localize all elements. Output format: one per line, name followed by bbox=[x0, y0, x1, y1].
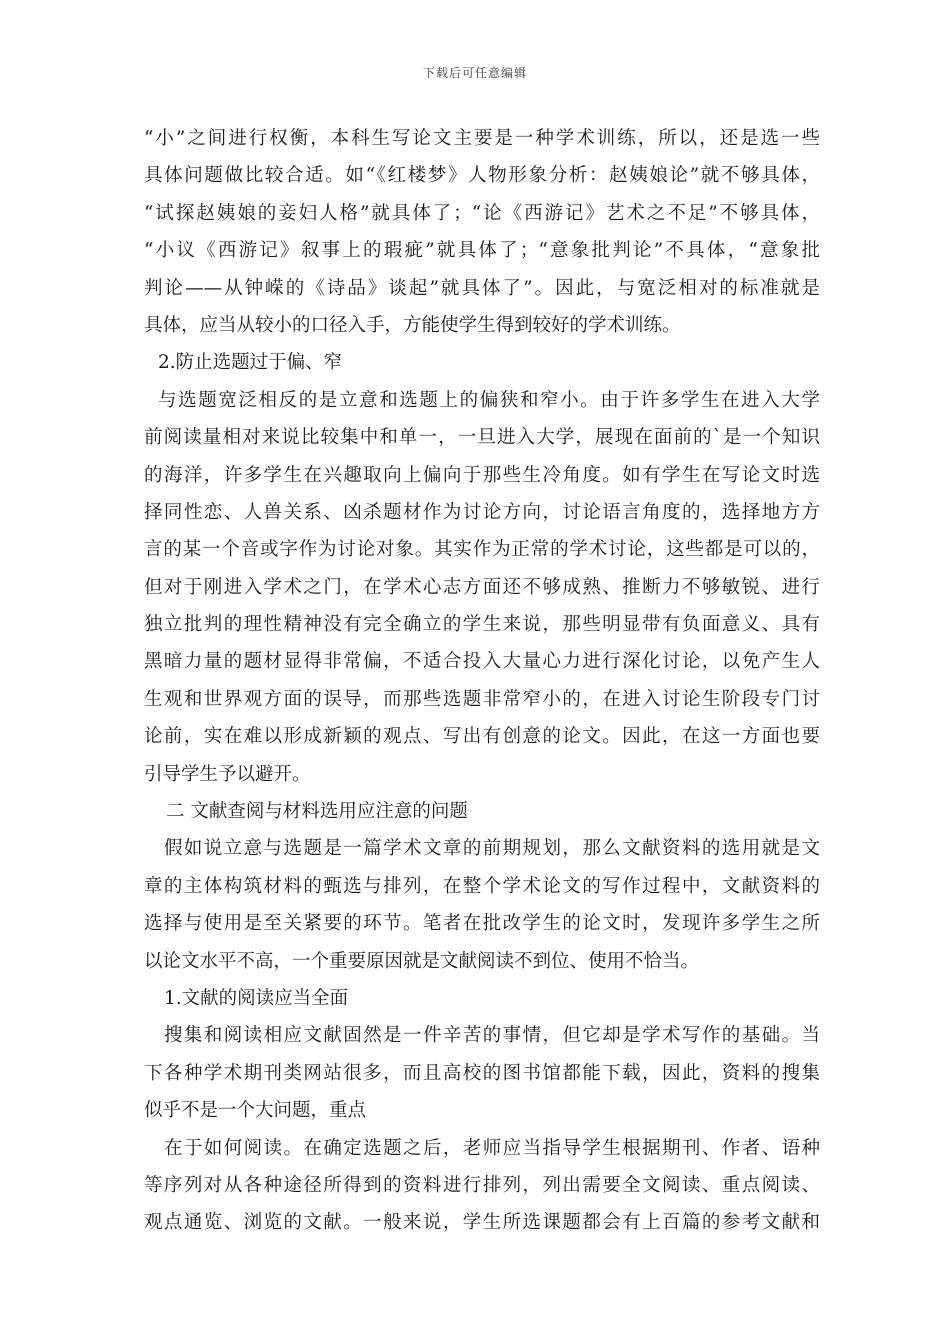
body-line: 下各种学术期刊类网站很多，而且高校的图书馆都能下载，因此，资料的搜集 bbox=[144, 1062, 820, 1084]
body-line: 等序列对从各种途径所得到的资料进行排列，列出需要全文阅读、重点阅读、 bbox=[144, 1174, 820, 1196]
body-line: 生观和世界观方面的误导，而那些选题非常窄小的，在进入讨论生阶段专门讨 bbox=[144, 688, 820, 710]
document-body bbox=[144, 120, 820, 1242]
body-line: “试探赵姨娘的妾妇人格”就具体了；“论《西游记》艺术之不足”不够具体， bbox=[144, 202, 820, 224]
body-line: 具体问题做比较合适。如“《红楼梦》人物形象分析：赵姨娘论”就不够具体， bbox=[144, 165, 820, 187]
body-line: 独立批判的理性精神没有完全确立的学生来说，那些明显带有负面意义、具有 bbox=[144, 614, 820, 636]
body-line: 但对于刚进入学术之门，在学术心志方面还不够成熟、推断力不够敏锐、进行 bbox=[144, 576, 820, 598]
body-line: 与选题宽泛相反的是立意和选题上的偏狭和窄小。由于许多学生在进入大学 bbox=[158, 389, 820, 411]
body-line: 在于如何阅读。在确定选题之后，老师应当指导学生根据期刊、作者、语种 bbox=[164, 1137, 820, 1159]
body-line: 似乎不是一个大问题，重点 bbox=[144, 1100, 367, 1122]
body-line: 黑暗力量的题材显得非常偏，不适合投入大量心力进行深化讨论，以免产生人 bbox=[144, 651, 820, 673]
page-header: 下载后可任意编辑 bbox=[422, 66, 527, 80]
body-line: 搜集和阅读相应文献固然是一件辛苦的事情，但它却是学术写作的基础。当 bbox=[164, 1025, 820, 1047]
body-line: 的海洋，许多学生在兴趣取向上偏向于那些生冷角度。如有学生在写论文时选 bbox=[144, 464, 820, 486]
body-line: 章的主体构筑材料的甄选与排列，在整个学术论文的写作过程中，文献资料的 bbox=[144, 875, 820, 897]
body-line: 前阅读量相对来说比较集中和单一，一旦进入大学，展现在面前的`是一个知识 bbox=[144, 427, 820, 449]
section-heading: 1.文献的阅读应当全面 bbox=[164, 987, 349, 1009]
body-line: 以论文水平不高，一个重要原因就是文献阅读不到位、使用不恰当。 bbox=[144, 950, 700, 972]
body-line: 择同性恋、人兽关系、凶杀题材作为讨论方向，讨论语言角度的，选择地方方 bbox=[144, 501, 820, 523]
body-line: 论前，实在难以形成新颖的观点、写出有创意的论文。因此，在这一方面也要 bbox=[144, 726, 820, 748]
section-heading: 二 文献查阅与材料选用应注意的问题 bbox=[166, 801, 468, 823]
body-line: 引导学生予以避开。 bbox=[144, 763, 311, 785]
section-heading: 2.防止选题过于偏、窄 bbox=[158, 352, 343, 374]
body-line: “小议《西游记》叙事上的瑕疵”就具体了；“意象批判论”不具体，“意象批 bbox=[144, 240, 820, 262]
body-line: 言的某一个音或字作为讨论对象。其实作为正常的学术讨论，这些都是可以的， bbox=[144, 539, 820, 561]
body-line: 选择与使用是至关紧要的环节。笔者在批改学生的论文时，发现许多学生之所 bbox=[144, 913, 820, 935]
body-line: 判论——从钟嵘的《诗品》谈起”就具体了”。因此，与宽泛相对的标准就是 bbox=[144, 277, 820, 299]
body-line: 假如说立意与选题是一篇学术文章的前期规划，那么文献资料的选用就是文 bbox=[164, 838, 820, 860]
body-line: 具体，应当从较小的口径入手，方能使学生得到较好的学术训练。 bbox=[144, 314, 681, 336]
body-line: 观点通览、浏览的文献。一般来说，学生所选课题都会有上百篇的参考文献和 bbox=[144, 1212, 820, 1234]
body-line: “小”之间进行权衡，本科生写论文主要是一种学术训练，所以，还是选一些 bbox=[144, 128, 820, 149]
